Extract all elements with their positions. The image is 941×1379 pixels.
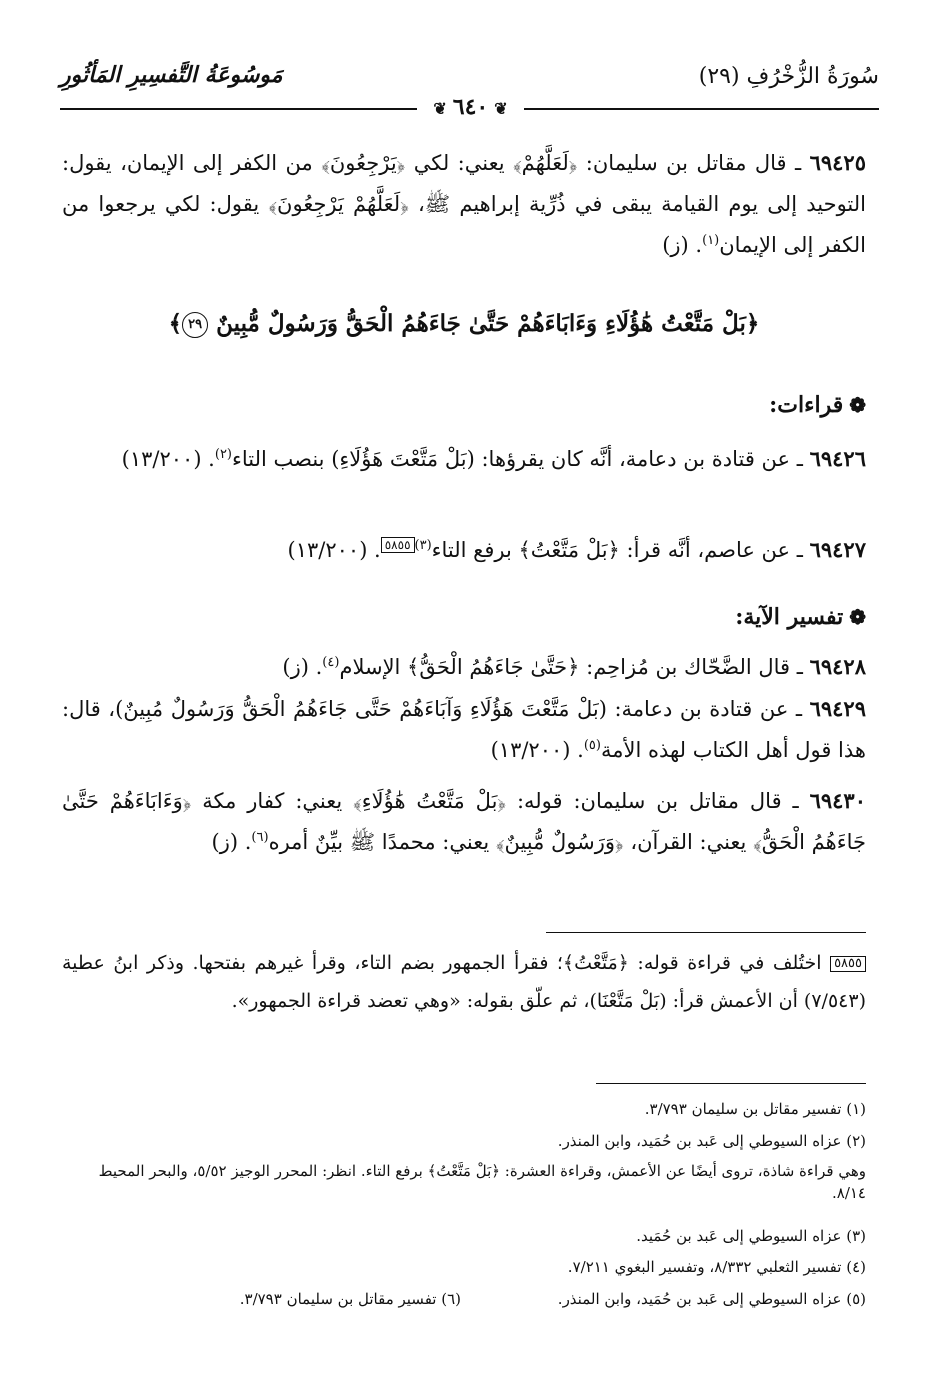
entry-69429: [62, 688, 866, 771]
page-number: [417, 94, 523, 120]
entry-text: ـ عن عاصم، أنَّه قرأ: ﴿بَلْ مَتَّعْتُ﴾ برفع التاء: [431, 538, 803, 562]
ornament-icon: ❦: [433, 99, 447, 118]
entry-tail: . (١٣/٢٠٠): [287, 538, 381, 562]
verse-close: ﴾: [168, 310, 183, 337]
entry-number: ٦٩٤٢٧: [809, 537, 866, 562]
book-title: مَوسُوعَةُ التَّفسِيرِ المَأثُورِ: [60, 62, 283, 88]
section-title: قراءات:: [769, 392, 844, 418]
section-heading-tafsir: [735, 604, 866, 630]
section-heading-readings: [769, 392, 866, 418]
entry-tail: . (ز): [211, 830, 252, 854]
ayah-number: ٢٩: [182, 312, 208, 338]
entry-number: ٦٩٤٣٠: [809, 788, 866, 813]
note-text: اختُلف في قراءة قوله: ﴿مَتَّعْتُ﴾؛ فقرأ الجمهور بضم التاء، وقرأ غيرهم بفتحها. وذكر ابنُ عطية (٧/٥٤٣) أن الأعمش قرأ: (بَلْ مَتَّعْنَا)، ثم علّق بقوله: «وهي تعضد قراءة الجمهور».: [62, 952, 866, 1012]
surah-title: سُورَةُ الزُّخْرُفِ (٢٩): [698, 64, 879, 89]
entry-tail: . (ز): [662, 233, 703, 257]
scholar-note: [62, 944, 866, 1020]
section-title: تفسير الآية:: [735, 604, 844, 630]
footnote-ref: (٤): [322, 655, 340, 670]
footnote-ref: (١): [702, 233, 720, 248]
flower-icon: ❁: [849, 393, 866, 417]
page-number-wrap: [0, 94, 941, 120]
entry-text: ـ قال مقاتل بن سليمان: ﴿لَعَلَّهُمْ﴾ يعني: لكي ﴿يَرْجِعُونَ﴾ من الكفر إلى الإيمان، يقول: التوحيد إلى يوم القيامة يبقى في ذُرِّية إبراهيم ﷺ، ﴿لَعَلَّهُمْ يَرْجِعُونَ﴾ يقول: لكي يرجعوا من الكفر إلى الإيمان: [62, 151, 866, 257]
entry-69425: [62, 142, 866, 266]
footnote-5: (٥) عزاه السيوطي إلى عَبد بن حُمَيد، وابن المنذر.: [557, 1290, 866, 1308]
entry-text: ـ عن قتادة بن دعامة، أنَّه كان يقرؤها: (بَلْ مَتَّعْتَ هَؤُلَاءِ) بنصب التاء: [232, 447, 803, 471]
entry-tail: . (ز): [282, 655, 323, 679]
footnote-ref: (٦): [251, 830, 269, 845]
entry-tail: . (١٣/٢٠٠): [121, 447, 215, 471]
entry-tail: . (١٣/٢٠٠): [490, 738, 584, 762]
entry-69426: [62, 438, 866, 480]
note-box-ref: ٥٨٥٥: [381, 537, 415, 553]
entry-text: ـ عن قتادة بن دعامة: (بَلْ مَتَّعْتَ هَؤُلَاءِ وَآبَاءَهُمْ حَتَّى جَاءَهُمُ الْحَقُّ وَرَسُولٌ مُبِينٌ)، قال: هذا قول أهل الكتاب لهذه الأمة: [62, 697, 866, 762]
note-box-label: ٥٨٥٥: [830, 956, 866, 972]
quran-verse: [62, 310, 866, 338]
page-number-text: ٦٤٠: [452, 94, 489, 120]
entry-69430: [62, 780, 866, 863]
footnote-separator: [596, 1083, 866, 1084]
verse-text: ﴿بَلْ مَتَّعْتُ هَٰؤُلَاءِ وَءَابَاءَهُمْ حَتَّىٰ جَاءَهُمُ الْحَقُّ وَرَسُولٌ مُّبِينٌ: [216, 310, 760, 337]
entry-text: ـ قال مقاتل بن سليمان: قوله: ﴿بَلْ مَتَّعْتُ هَٰؤُلَاءِ﴾ يعني: كفار مكة ﴿وَءَابَاءَهُمْ حَتَّىٰ جَاءَهُمُ الْحَقُّ﴾ يعني: القرآن، ﴿وَرَسُولٌ مُّبِينٌ﴾ يعني: محمدًا ﷺ بيِّنٌ أمره: [62, 789, 866, 854]
entry-69427: [62, 529, 866, 571]
entry-number: ٦٩٤٢٥: [809, 150, 866, 175]
entry-number: ٦٩٤٢٨: [809, 654, 866, 679]
note-separator: [546, 932, 866, 933]
entry-text: ـ قال الضَّحّاك بن مُزاحِم: ﴿حَتَّىٰ جَاءَهُمُ الْحَقُّ﴾ الإسلام: [339, 655, 803, 679]
footnote-ref: (٢): [214, 447, 232, 462]
ornament-icon: ❦: [494, 99, 508, 118]
footnote-ref: (٥): [583, 738, 601, 753]
footnote-1: (١) تفسير مقاتل بن سليمان ٣/٧٩٣.: [644, 1100, 866, 1118]
footnote-2-cont: وهي قراءة شاذة، تروى أيضًا عن الأعمش، وقراءة العشرة: ﴿بَلْ مَتَّعْتُ﴾ برفع التاء. انظر: المحرر الوجيز ٥/٥٢، والبحر المحيط ٨/١٤.: [98, 1162, 866, 1202]
entry-number: ٦٩٤٢٩: [809, 696, 866, 721]
footnote-3: (٣) عزاه السيوطي إلى عَبد بن حُمَيد.: [636, 1227, 866, 1245]
entry-69428: [62, 646, 866, 688]
flower-icon: ❁: [849, 605, 866, 629]
footnote-6: (٦) تفسير مقاتل بن سليمان ٣/٧٩٣.: [239, 1290, 461, 1308]
entry-number: ٦٩٤٢٦: [809, 446, 866, 471]
footnote-4: (٤) تفسير الثعلبي ٨/٣٣٢، وتفسير البغوي ٧/٢١١.: [567, 1258, 866, 1276]
footnote-2: (٢) عزاه السيوطي إلى عَبد بن حُمَيد، وابن المنذر.: [557, 1132, 866, 1150]
footnote-ref: (٣): [414, 538, 432, 553]
